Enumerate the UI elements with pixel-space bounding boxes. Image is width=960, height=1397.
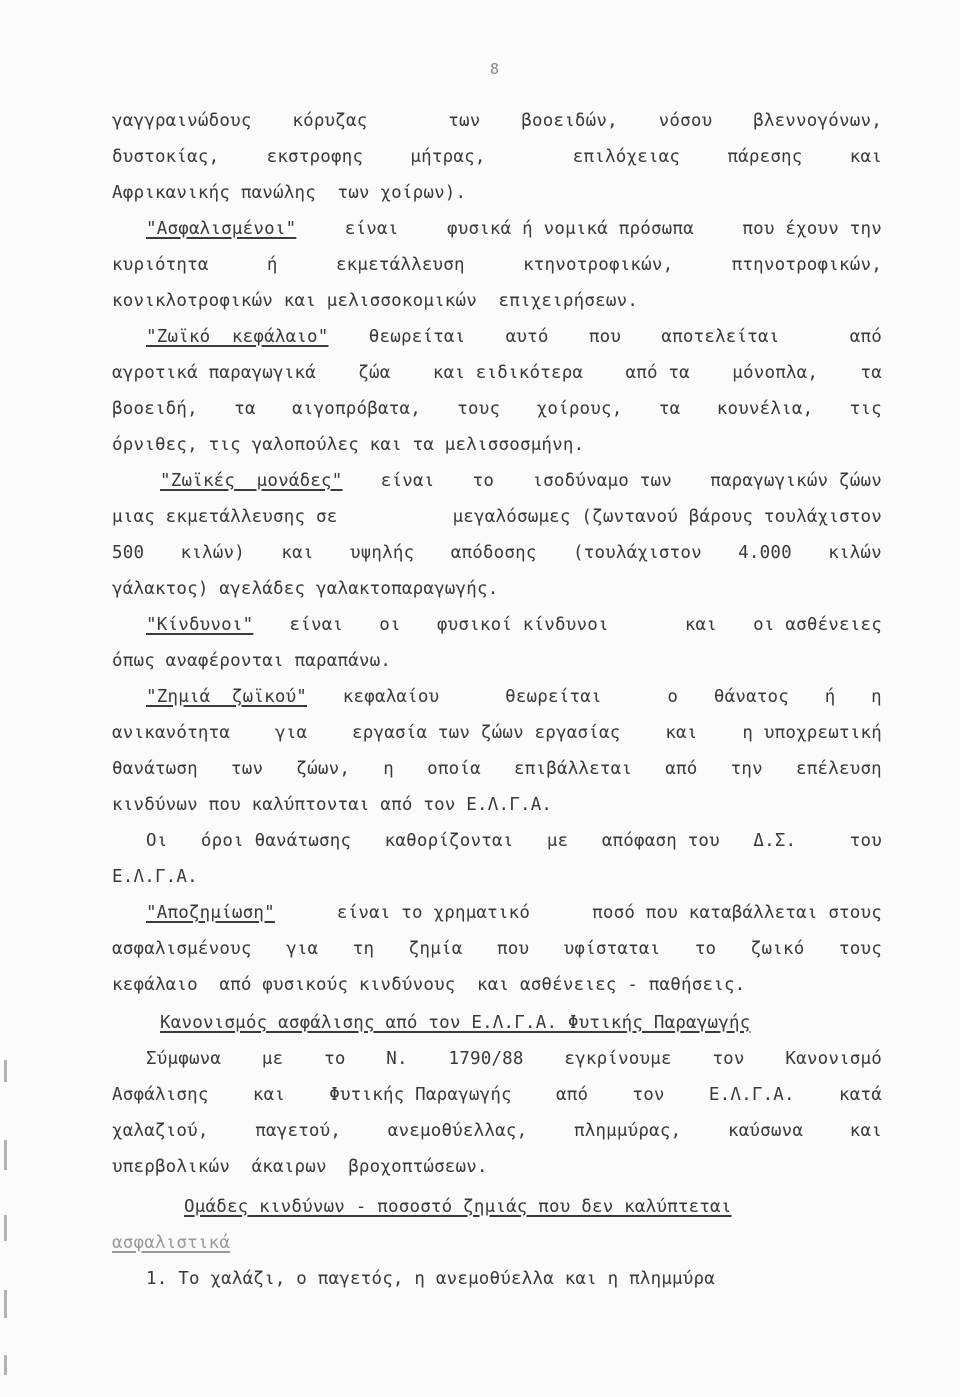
text-line: βοοειδή, τα αιγοπρόβατα, τους χοίρους, τα κουνέλια, τις (112, 399, 882, 419)
definition-line: "Κίνδυνοι" είναι οι φυσικοί κίνδυνοι και οι ασθένειες (146, 615, 882, 635)
scan-edge-mark (4, 1215, 7, 1241)
text-line: 500 κιλών) και υψηλής απόδοσης (τουλάχιστον 4.000 κιλών (112, 543, 882, 563)
definition-line: "Ασφαλισμένοι" είναι φυσικά ή νομικά πρόσωπα που έχουν την (146, 219, 882, 239)
section-heading: Κανονισμός ασφάλισης από τον Ε.Λ.Γ.Α. Φυτικής Παραγωγής (160, 1013, 751, 1033)
text-line: γάλακτος) αγελάδες γαλακτοπαραγωγής. (112, 579, 499, 599)
text-line: κινδύνων που καλύπτονται από τον Ε.Λ.Γ.Α. (112, 795, 553, 815)
definition-line: "Ζωϊκό κεφάλαιο" θεωρείται αυτό που αποτελείται από (146, 327, 882, 347)
text-line: υπερβολικών άκαιρων βροχοπτώσεων. (112, 1157, 488, 1177)
scan-edge-mark (4, 1140, 7, 1170)
text-line: γαγγραινώδους κόρυζας των βοοειδών, νόσου βλεννογόνων, (112, 111, 882, 131)
defined-term: "Κίνδυνοι" (146, 615, 254, 635)
section-heading-continued: ασφαλιστικά (112, 1233, 231, 1253)
list-item: 1. Το χαλάζι, ο παγετός, η ανεμοθύελλα και η πλημμύρα (146, 1269, 716, 1289)
text-line: κονικλοτροφικών και μελισσοκομικών επιχειρήσεων. (112, 291, 639, 311)
text-line: όρνιθες, τις γαλοπούλες και τα μελισσοσμήνη. (112, 435, 585, 455)
defined-term: "Αποζημίωση" (146, 903, 275, 923)
scan-edge-mark (4, 1060, 7, 1082)
text-line: Οι όροι θανάτωσης καθορίζονται με απόφαση του Δ.Σ. του (146, 831, 882, 851)
defined-term: "Ασφαλισμένοι" (146, 219, 297, 239)
text-line: ασφαλισμένους για τη ζημία που υφίσταται το ζωικό τους (112, 939, 882, 959)
defined-term: "Ζωϊκό κεφάλαιο" (146, 327, 329, 347)
definition-line: "Ζωϊκές μονάδες" είναι το ισοδύναμο των παραγωγικών ζώων (160, 471, 882, 491)
section-heading: Ομάδες κινδύνων - ποσοστό ζημιάς που δεν καλύπτεται (184, 1197, 732, 1217)
text-line: Ασφάλισης και Φυτικής Παραγωγής από τον Ε.Λ.Γ.Α. κατά (112, 1085, 882, 1105)
text-line: αγροτικά παραγωγικά ζώα και ειδικότερα από τα μόνοπλα, τα (112, 363, 882, 383)
page-number: 8 (490, 60, 500, 78)
text-line: μιας εκμετάλλευσης σε μεγαλόσωμες (ζωντανού βάρους τουλάχιστον (112, 507, 882, 527)
text-line: θανάτωση των ζώων, η οποία επιβάλλεται από την επέλευση (112, 759, 882, 779)
scan-edge-mark (4, 1290, 7, 1318)
defined-term: "Ζημιά ζωϊκού" (146, 687, 308, 707)
definition-line: "Ζημιά ζωϊκού" κεφαλαίου θεωρείται ο θάνατος ή η (146, 687, 882, 707)
text-line: κυριότητα ή εκμετάλλευση κτηνοτροφικών, πτηνοτροφικών, (112, 255, 882, 275)
text-line: Ε.Λ.Γ.Α. (112, 867, 198, 887)
scan-edge-mark (4, 1355, 7, 1375)
text-line: δυστοκίας, εκστροφης μήτρας, επιλόχειας πάρεσης και (112, 147, 882, 167)
definition-line: "Αποζημίωση" είναι το χρηματικό ποσό που καταβάλλεται στους (146, 903, 882, 923)
defined-term: "Ζωϊκές μονάδες" (160, 471, 343, 491)
text-line: χαλαζιού, παγετού, ανεμοθύελλας, πλημμύρας, καύσωνα και (112, 1121, 882, 1141)
text-line: ανικανότητα για εργασία των ζώων εργασίας και η υποχρεωτική (112, 723, 882, 743)
text-line: όπως αναφέρονται παραπάνω. (112, 651, 392, 671)
text-line: κεφάλαιο από φυσικούς κινδύνους και ασθένειες - παθήσεις. (112, 975, 746, 995)
text-line: Σύμφωνα με το Ν. 1790/88 εγκρίνουμε τον Κανονισμό (146, 1049, 882, 1069)
text-line: Αφρικανικής πανώλης των χοίρων). (112, 183, 467, 203)
